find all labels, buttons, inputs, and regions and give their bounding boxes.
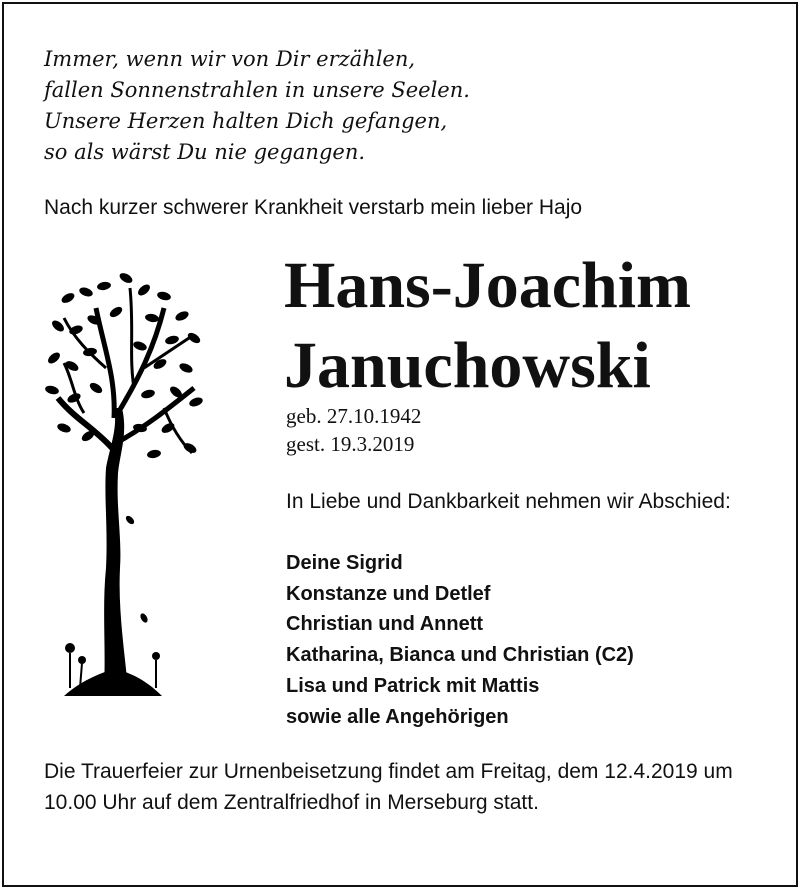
deceased-last-name: Januchowski [284,329,651,402]
mourner-item: Lisa und Patrick mit Mattis [286,674,540,697]
death-date: gest. 19.3.2019 [286,432,415,456]
poem-line: so als wärst Du nie gegangen. [44,140,366,164]
deceased-name [284,246,691,406]
life-dates [286,402,421,458]
birth-date: geb. 27.10.1942 [286,404,422,428]
poem-line: fallen Sonnenstrahlen in unsere Seelen. [44,78,470,102]
deceased-first-name: Hans-Joachim [284,249,692,322]
poem-line: Unsere Herzen halten Dich gefangen, [44,109,448,133]
service-details: Die Trauerfeier zur Urnenbeisetzung findet am Freitag, dem 12.4.2019 um 10.00 Uhr auf dem Zentralfriedhof in Merseburg statt. [44,760,733,814]
mourner-item: Konstanze und Detlef [286,582,491,605]
farewell-text: In Liebe und Dankbarkeit nehmen wir Abschied: [286,490,731,513]
tree-icon [44,268,204,708]
mourner-item: Deine Sigrid [286,552,403,574]
mourner-list [286,548,634,732]
poem-line: Immer, wenn wir von Dir erzählen, [44,47,416,71]
intro-text: Nach kurzer schwerer Krankheit verstarb mein lieber Hajo [44,196,583,219]
mourner-item: Christian und Annett [286,613,484,636]
mourner-item: Katharina, Bianca und Christian (C2) [286,644,634,667]
poem [44,44,470,168]
mourner-item: sowie alle Angehörigen [286,705,509,728]
